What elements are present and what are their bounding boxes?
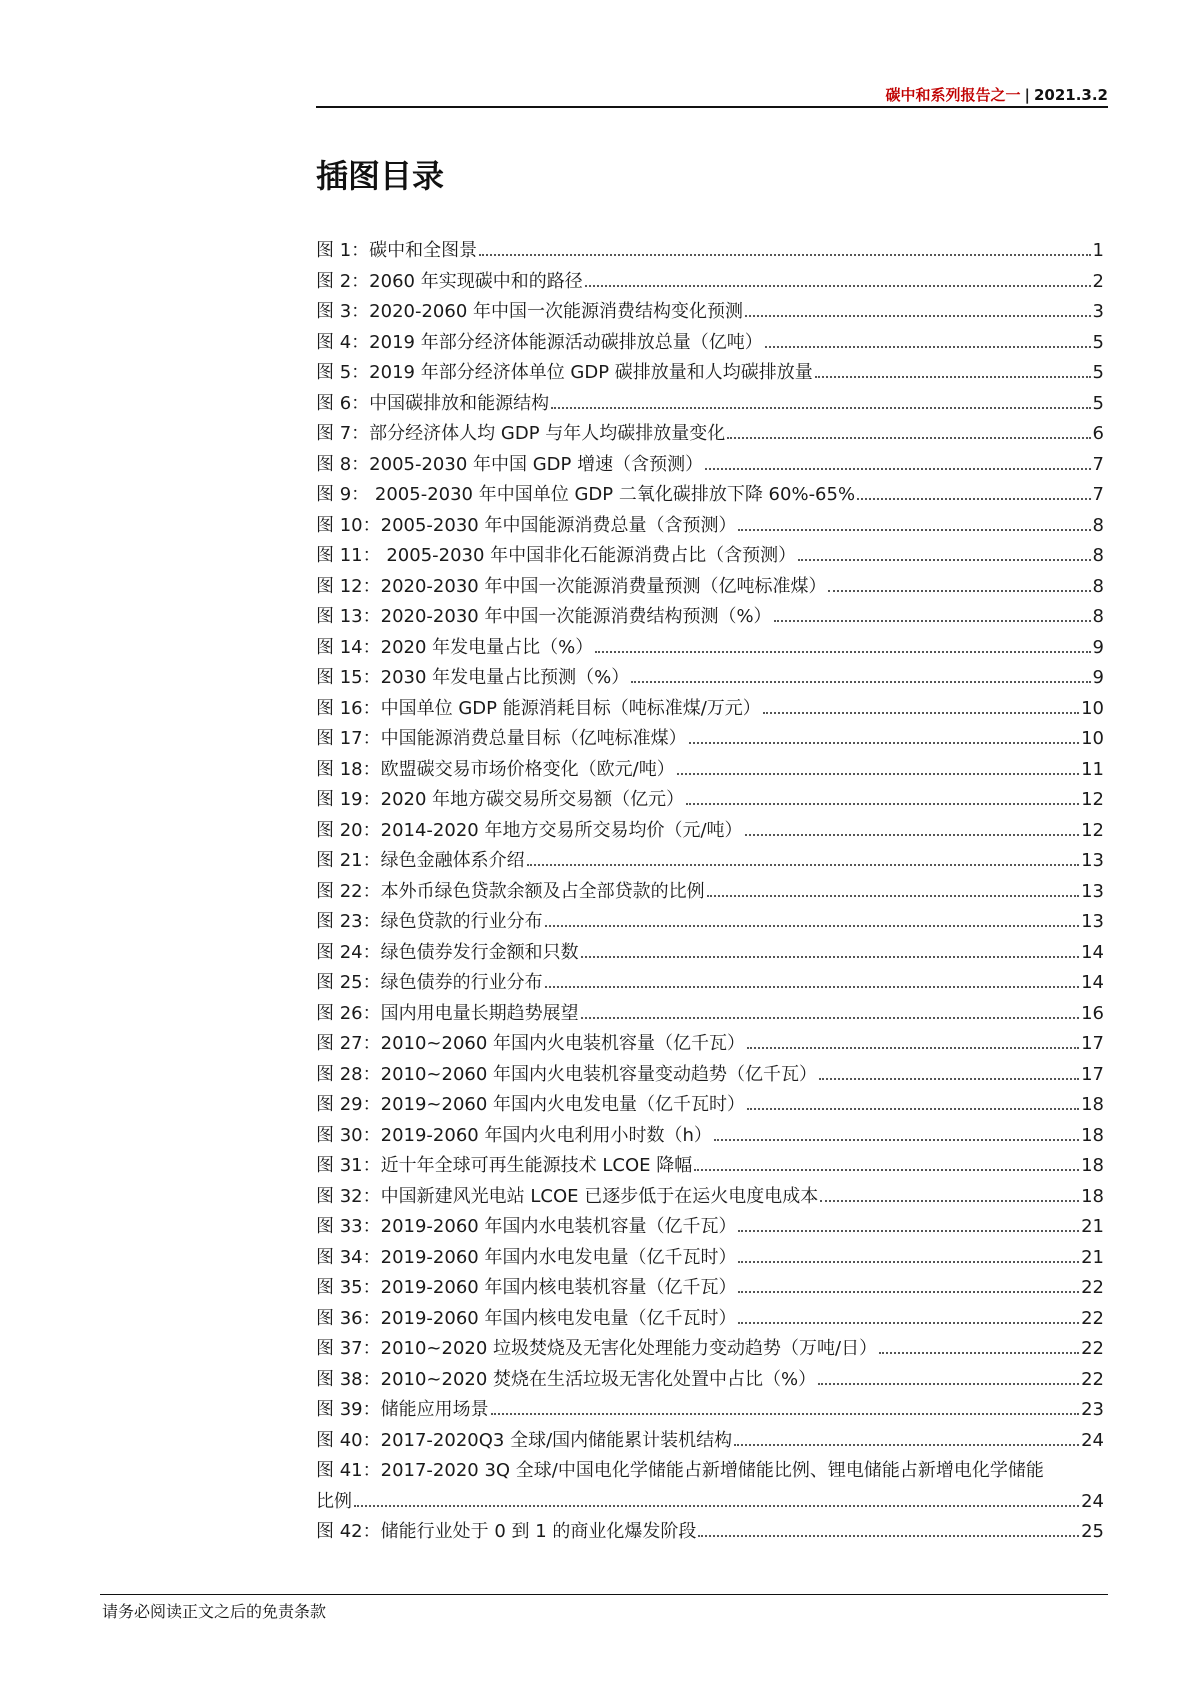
toc-entry-page: 22 [1081, 1338, 1104, 1359]
toc-entry-page: 5 [1092, 331, 1104, 353]
toc-entry-page: 22 [1081, 1277, 1104, 1298]
dot-leader [747, 1041, 1079, 1049]
toc-entry-8[interactable] [316, 450, 1104, 481]
dot-leader [707, 889, 1079, 897]
toc-entry-36[interactable] [316, 1304, 1104, 1335]
toc-entry-32[interactable] [316, 1182, 1104, 1213]
dot-leader [479, 248, 1090, 256]
toc-entry-label: 图 2：2060 年实现碳中和的路径 [316, 270, 583, 292]
toc-entry-label: 图 25：绿色债券的行业分布 [316, 972, 543, 993]
toc-entry-6[interactable] [316, 389, 1104, 420]
toc-entry-label: 图 9： 2005-2030 年中国单位 GDP 二氧化碳排放下降 60%-65% [316, 484, 856, 505]
toc-entry-page: 24 [1081, 1429, 1104, 1451]
toc-entry-label: 图 38：2010~2020 焚烧在生活垃圾无害化处置中占比（%） [316, 1368, 817, 1390]
toc-entry-page: 14 [1081, 941, 1104, 963]
dot-leader [798, 553, 1090, 561]
toc-entry-39[interactable] [316, 1395, 1104, 1426]
toc-entry-page: 13 [1081, 850, 1104, 871]
toc-entry-9[interactable] [316, 480, 1104, 511]
toc-entry-label: 图 18：欧盟碳交易市场价格变化（欧元/吨） [316, 758, 675, 780]
toc-entry-label: 图 19：2020 年地方碳交易所交易额（亿元） [316, 789, 685, 810]
toc-entry-26[interactable] [316, 999, 1104, 1030]
toc-entry-label: 图 14：2020 年发电量占比（%） [316, 636, 594, 658]
toc-entry-page: 7 [1092, 484, 1104, 505]
toc-entry-page: 18 [1081, 1094, 1104, 1115]
toc-entry-page: 11 [1081, 758, 1104, 780]
dot-leader [354, 1499, 1079, 1507]
toc-entry-page: 8 [1092, 606, 1104, 627]
dot-leader [698, 1529, 1079, 1537]
dot-leader [545, 980, 1079, 988]
toc-entry-17[interactable] [316, 724, 1104, 755]
toc-entry-2[interactable] [316, 267, 1104, 298]
toc-entry-page: 2 [1092, 270, 1104, 292]
dot-leader [738, 1316, 1079, 1324]
toc-entry-40[interactable] [316, 1426, 1104, 1457]
toc-entry-page: 25 [1081, 1521, 1104, 1542]
toc-entry-label: 图 36：2019-2060 年国内核电发电量（亿千瓦时） [316, 1307, 737, 1329]
toc-entry-label: 图 33：2019-2060 年国内水电装机容量（亿千瓦） [316, 1216, 737, 1237]
toc-entry-label: 图 29：2019~2060 年国内火电发电量（亿千瓦时） [316, 1094, 746, 1115]
dot-leader [745, 309, 1091, 317]
dot-leader [595, 645, 1090, 653]
toc-entry-28[interactable] [316, 1060, 1104, 1091]
dot-leader [818, 1377, 1079, 1385]
toc-entry-5[interactable] [316, 358, 1104, 389]
toc-entry-35[interactable] [316, 1273, 1104, 1304]
toc-entry-4[interactable] [316, 328, 1104, 359]
dot-leader [631, 675, 1090, 683]
dot-leader [820, 1194, 1079, 1202]
toc-entry-22[interactable] [316, 877, 1104, 908]
toc-entry-page: 17 [1081, 1033, 1104, 1054]
toc-entry-label: 图 15：2030 年发电量占比预测（%） [316, 667, 630, 688]
toc-entry-13[interactable] [316, 602, 1104, 633]
dot-leader [714, 1133, 1079, 1141]
toc-entry-37[interactable] [316, 1334, 1104, 1365]
page-title: 插图目录 [316, 157, 445, 195]
toc-entry-label: 图 28：2010~2060 年国内火电装机容量变动趋势（亿千瓦） [316, 1063, 818, 1085]
toc-entry-page: 18 [1081, 1124, 1104, 1146]
toc-entry-label: 图 22：本外币绿色贷款余额及占全部贷款的比例 [316, 880, 705, 902]
toc-entry-page: 13 [1081, 880, 1104, 902]
toc-entry-18[interactable] [316, 755, 1104, 786]
dot-leader [694, 1163, 1079, 1171]
toc-entry-page: 12 [1081, 789, 1104, 810]
toc-entry-label: 图 8：2005-2030 年中国 GDP 增速（含预测） [316, 453, 704, 475]
dot-leader [738, 1224, 1079, 1232]
toc-entry-31[interactable] [316, 1151, 1104, 1182]
toc-entry-page: 1 [1092, 240, 1104, 261]
dot-leader [738, 1255, 1079, 1263]
toc-entry-label: 图 27：2010~2060 年国内火电装机容量（亿千瓦） [316, 1033, 746, 1054]
dot-leader [686, 797, 1079, 805]
toc-entry-page: 24 [1081, 1490, 1104, 1512]
dot-leader [727, 431, 1090, 439]
dot-leader [689, 736, 1079, 744]
toc-entry-label: 图 42：储能行业处于 0 到 1 的商业化爆发阶段 [316, 1521, 697, 1542]
dot-leader [815, 370, 1091, 378]
toc-entry-label: 图 31：近十年全球可再生能源技术 LCOE 降幅 [316, 1155, 693, 1176]
toc-entry-38[interactable] [316, 1365, 1104, 1396]
dot-leader [745, 828, 1080, 836]
dot-leader [677, 767, 1079, 775]
toc-entry-page: 5 [1092, 392, 1104, 414]
toc-entry-label: 图 12：2020-2030 年中国一次能源消费量预测（亿吨标准煤） [316, 575, 827, 597]
toc-entry-label: 图 20：2014-2020 年地方交易所交易均价（元/吨） [316, 819, 743, 841]
dot-leader [581, 1011, 1079, 1019]
header-divider [316, 106, 1108, 108]
dot-leader [763, 706, 1079, 714]
toc-entry-page: 21 [1081, 1216, 1104, 1237]
toc-entry-label: 图 32：中国新建风光电站 LCOE 已逐步低于在运火电度电成本 [316, 1185, 819, 1207]
dot-leader [857, 492, 1090, 500]
header-separator: | [1024, 86, 1030, 104]
toc-entry-label: 图 11： 2005-2030 年中国非化石能源消费占比（含预测） [316, 545, 797, 566]
toc-entry-12[interactable] [316, 572, 1104, 603]
toc-entry-page: 8 [1092, 514, 1104, 536]
toc-entry-21[interactable] [316, 846, 1104, 877]
dot-leader [581, 950, 1079, 958]
toc-entry-14[interactable] [316, 633, 1104, 664]
toc-entry-label: 图 21：绿色金融体系介绍 [316, 850, 525, 871]
toc-entry-page: 10 [1081, 697, 1104, 719]
toc-entry-label-continued: 比例 [316, 1490, 352, 1512]
dot-leader [738, 523, 1090, 531]
toc-entry-label: 图 4：2019 年部分经济体能源活动碳排放总量（亿吨） [316, 331, 763, 353]
toc-entry-label: 图 24：绿色债券发行金额和只数 [316, 941, 579, 963]
dot-leader [545, 919, 1079, 927]
toc-entry-page: 21 [1081, 1246, 1104, 1268]
toc-entry-label: 图 34：2019-2060 年国内水电发电量（亿千瓦时） [316, 1246, 737, 1268]
toc-entry-page: 8 [1092, 575, 1104, 597]
toc-entry-label: 图 7：部分经济体人均 GDP 与年人均碳排放量变化 [316, 423, 726, 444]
toc-entry-page: 18 [1081, 1185, 1104, 1207]
toc-entry-24[interactable] [316, 938, 1104, 969]
toc-entry-page: 7 [1092, 453, 1104, 475]
dot-leader [551, 401, 1090, 409]
toc-entry-15[interactable] [316, 663, 1104, 694]
toc-entry-page: 5 [1092, 362, 1104, 383]
dot-leader [747, 1102, 1079, 1110]
toc-entry-page: 10 [1081, 728, 1104, 749]
report-date: 2021.3.2 [1033, 86, 1108, 104]
toc-entry-23[interactable] [316, 907, 1104, 938]
dot-leader [879, 1346, 1079, 1354]
toc-entry-label: 图 23：绿色贷款的行业分布 [316, 911, 543, 932]
toc-entry-16[interactable] [316, 694, 1104, 725]
toc-entry-page: 6 [1092, 423, 1104, 444]
toc-entry-29[interactable] [316, 1090, 1104, 1121]
toc-entry-label: 图 10：2005-2030 年中国能源消费总量（含预测） [316, 514, 737, 536]
toc-entry-label: 图 41：2017-2020 3Q 全球/中国电化学储能占新增储能比例、锂电储能占新增电化学储能 [316, 1460, 1044, 1481]
report-header [316, 84, 1108, 106]
toc-entry-25[interactable] [316, 968, 1104, 999]
dot-leader [527, 858, 1079, 866]
toc-entry-30[interactable] [316, 1121, 1104, 1152]
toc-entry-42[interactable] [316, 1517, 1104, 1548]
toc-entry-page: 14 [1081, 972, 1104, 993]
report-series-label: 碳中和系列报告之一 [885, 86, 1021, 104]
toc-entry-33[interactable] [316, 1212, 1104, 1243]
toc-entry-label: 图 35：2019-2060 年国内核电装机容量（亿千瓦） [316, 1277, 737, 1298]
toc-entry-3[interactable] [316, 297, 1104, 328]
dot-leader [585, 279, 1091, 287]
toc-entry-page: 22 [1081, 1307, 1104, 1329]
disclaimer-notice: 请务必阅读正文之后的免责条款 [102, 1602, 327, 1621]
toc-entry-27[interactable] [316, 1029, 1104, 1060]
toc-entry-11[interactable] [316, 541, 1104, 572]
dot-leader [819, 1072, 1079, 1080]
dot-leader [738, 1285, 1079, 1293]
toc-entry-label: 图 17：中国能源消费总量目标（亿吨标准煤） [316, 728, 687, 749]
toc-entry-page: 18 [1081, 1155, 1104, 1176]
footer-divider [100, 1594, 1108, 1595]
toc-entry-page: 9 [1092, 636, 1104, 658]
toc-entry-19[interactable] [316, 785, 1104, 816]
dot-leader [734, 1438, 1079, 1446]
dot-leader [765, 340, 1091, 348]
toc-entry-label: 图 30：2019-2060 年国内火电利用小时数（h） [316, 1124, 712, 1146]
toc-entry-page: 3 [1092, 301, 1104, 322]
toc-entry-page: 17 [1081, 1063, 1104, 1085]
toc-entry-41[interactable] [316, 1456, 1104, 1517]
toc-entry-label: 图 39：储能应用场景 [316, 1399, 489, 1420]
toc-entry-page: 9 [1092, 667, 1104, 688]
toc-entry-page: 16 [1081, 1002, 1104, 1024]
toc-entry-34[interactable] [316, 1243, 1104, 1274]
toc-entry-page: 8 [1092, 545, 1104, 566]
toc-entry-page: 22 [1081, 1368, 1104, 1390]
toc-entry-label: 图 5：2019 年部分经济体单位 GDP 碳排放量和人均碳排放量 [316, 362, 813, 383]
dot-leader [828, 584, 1090, 592]
toc-entry-page: 13 [1081, 911, 1104, 932]
toc-entry-label: 图 1：碳中和全图景 [316, 240, 478, 261]
toc-entry-label: 图 16：中国单位 GDP 能源消耗目标（吨标准煤/万元） [316, 697, 761, 719]
toc-entry-1[interactable] [316, 236, 1104, 267]
toc-entry-label: 图 37：2010~2020 垃圾焚烧及无害化处理能力变动趋势（万吨/日） [316, 1338, 878, 1359]
toc-entry-7[interactable] [316, 419, 1104, 450]
dot-leader [491, 1407, 1079, 1415]
toc-entry-label: 图 40：2017-2020Q3 全球/国内储能累计装机结构 [316, 1429, 733, 1451]
toc-entry-label: 图 26：国内用电量长期趋势展望 [316, 1002, 579, 1024]
dot-leader [774, 614, 1091, 622]
toc-entry-label: 图 3：2020-2060 年中国一次能源消费结构变化预测 [316, 301, 744, 322]
figure-toc-list [316, 236, 1104, 1548]
toc-entry-20[interactable] [316, 816, 1104, 847]
toc-entry-label: 图 6：中国碳排放和能源结构 [316, 392, 550, 414]
toc-entry-label: 图 13：2020-2030 年中国一次能源消费结构预测（%） [316, 606, 772, 627]
toc-entry-10[interactable] [316, 511, 1104, 542]
toc-entry-page: 12 [1081, 819, 1104, 841]
toc-entry-page: 23 [1081, 1399, 1104, 1420]
dot-leader [705, 462, 1090, 470]
